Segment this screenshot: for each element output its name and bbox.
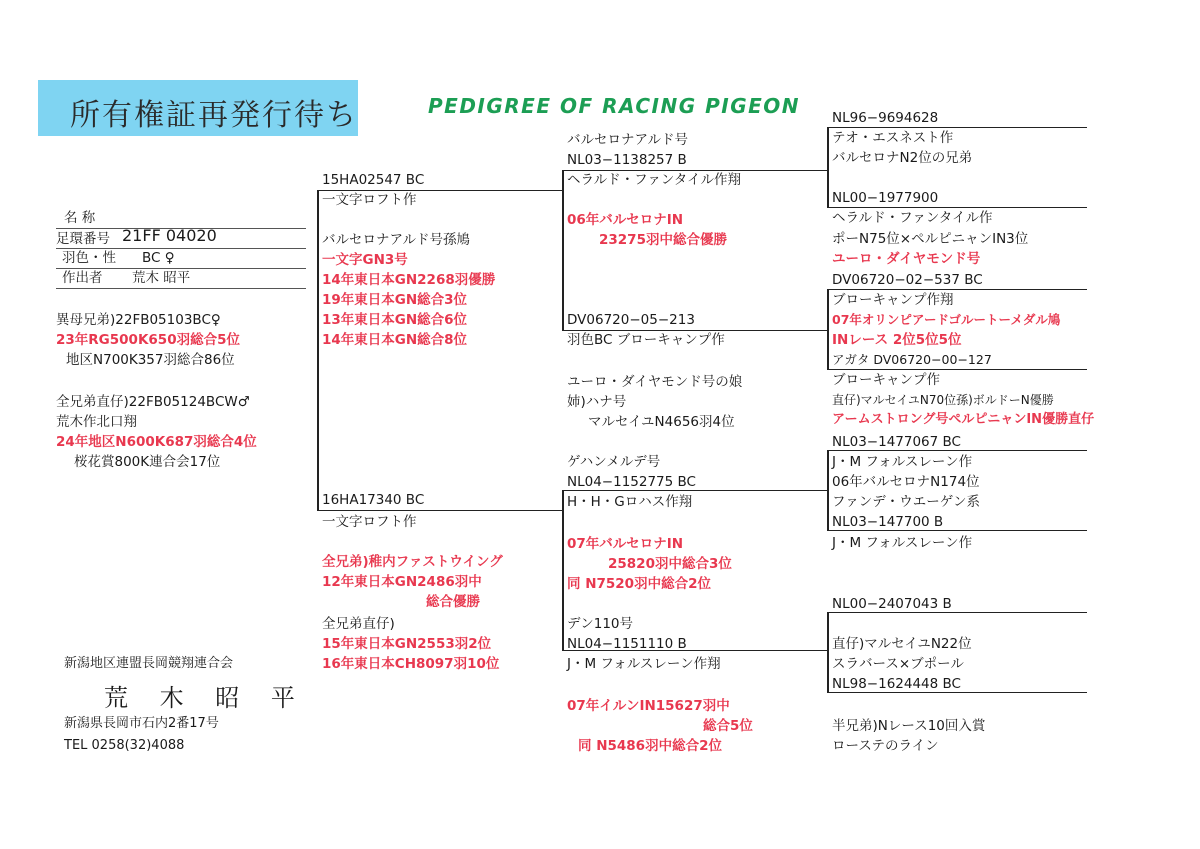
ds-ring: NL04−1152775 BC <box>567 474 696 490</box>
dd-ring: NL04−1151110 B <box>567 636 687 652</box>
ring-value: 21FF 04020 <box>122 226 217 245</box>
sticky-note <box>38 80 358 136</box>
full-sibling-3: 24年地区N600K687羽総合4位 <box>56 434 257 450</box>
color-value: BC ♀ <box>142 250 175 266</box>
dd-line-3: 07年イルンIN15627羽中 <box>567 698 730 714</box>
sd-ring: DV06720−05−213 <box>567 312 695 328</box>
dam-line-8: 16年東日本CH8097羽10位 <box>322 656 500 672</box>
sire-line-8: 14年東日本GN総合8位 <box>322 332 468 348</box>
ds-name: ゲハンメルデ号 <box>567 454 661 470</box>
sss-line-1: テオ・エスネスト作 <box>832 130 954 146</box>
ds-line-5: 同 N7520羽中総合2位 <box>567 576 711 592</box>
dsd-line-1: J・M フォルスレーン作 <box>832 535 973 551</box>
ss-line-1: ヘラルド・ファンタイル作翔 <box>567 172 742 188</box>
ddd-ring: NL98−1624448 BC <box>832 676 961 692</box>
full-sibling-1: 全兄弟直仔)22FB05124BCW♂ <box>56 394 250 410</box>
ssd-line-1: ヘラルド・ファンタイル作 <box>832 210 993 226</box>
dds-line-1: 直仔)マルセイユN22位 <box>832 636 972 652</box>
half-sibling-2: 23年RG500K650羽総合5位 <box>56 332 240 348</box>
dsd-ring: NL03−147700 B <box>832 514 944 530</box>
dd-line-4: 総合5位 <box>703 718 753 734</box>
sdd-ring: アガタ DV06720−00−127 <box>832 352 992 367</box>
ddd-line-2: ローステのライン <box>832 738 939 754</box>
sire-line-5: 14年東日本GN2268羽優勝 <box>322 272 496 288</box>
half-sibling-1: 異母兄弟)22FB05103BC♀ <box>56 312 221 328</box>
ss-ring: NL03−1138257 B <box>567 152 687 168</box>
owner-name: 荒 木 昭 平 <box>104 684 307 712</box>
sticky-note-text: 所有権証再発行待ち <box>70 98 358 133</box>
dam-line-7: 15年東日本GN2553羽2位 <box>322 636 492 652</box>
ss-line-3: 06年バルセロナIN <box>567 212 684 228</box>
ds-line-3: 07年バルセロナIN <box>567 536 684 552</box>
sds-name: ユーロ・ダイヤモンド号 <box>832 251 981 267</box>
sss-line-2: バルセロナN2位の兄弟 <box>832 150 973 166</box>
sd-line-5: マルセイユN4656羽4位 <box>588 414 735 430</box>
sd-line-4: 姉)ハナ号 <box>567 394 627 410</box>
sire-line-3: バルセロナアルド号孫鳩 <box>322 232 470 248</box>
sds-line-2: 07年オリンピアードゴルートーメダル鳩 <box>832 312 1061 327</box>
ds-line-1: H・H・Gロハス作翔 <box>567 494 693 510</box>
dam-line-5: 総合優勝 <box>426 594 480 610</box>
dss-ring: NL03−1477067 BC <box>832 434 961 450</box>
dd-line-5: 同 N5486羽中総合2位 <box>578 738 722 754</box>
dd-line-1: J・M フォルスレーン作翔 <box>567 656 721 672</box>
sdd-line-2: 直仔)マルセイユN70位孫)ボルドーN優勝 <box>832 393 1054 407</box>
ss-name: バルセロナアルド号 <box>567 132 688 148</box>
sd-line-3: ユーロ・ダイヤモンド号の娘 <box>567 374 743 390</box>
dss-line-2: 06年バルセロナN174位 <box>832 474 980 490</box>
sss-ring: NL96−9694628 <box>832 110 939 126</box>
ddd-line-1: 半兄弟)Nレース10回入賞 <box>832 718 986 734</box>
sdd-line-1: ブローキャンプ作 <box>832 372 940 388</box>
sds-line-1: ブローキャンプ作翔 <box>832 292 954 308</box>
full-sibling-4: 桜花賞800K連合会17位 <box>74 454 221 470</box>
full-sibling-2: 荒木作北口翔 <box>56 414 137 430</box>
sire-ring: 15HA02547 BC <box>322 172 425 188</box>
sd-line-1: 羽色BC ブローキャンプ作 <box>567 332 725 348</box>
owner-tel: TEL 0258(32)4088 <box>64 738 185 753</box>
dds-line-2: スラバース×ブポール <box>832 656 964 672</box>
owner-address: 新潟県長岡市石内2番17号 <box>64 716 219 731</box>
ssd-ring: NL00−1977900 <box>832 190 939 206</box>
sdd-line-3: アームストロング号ペルピニャンIN優勝直仔 <box>832 412 1095 427</box>
half-sibling-3: 地区N700K357羽総合86位 <box>66 352 235 368</box>
sds-line-3: INレース 2位5位5位 <box>832 332 962 348</box>
ssd-line-2: ポーN75位×ペルピニャンIN3位 <box>832 231 1029 247</box>
breeder-label: 作出者 <box>62 270 103 286</box>
dss-line-1: J・M フォルスレーン作 <box>832 454 973 470</box>
sire-line-1: 一文字ロフト作 <box>322 192 417 208</box>
page-title: PEDIGREE OF RACING PIGEON <box>428 94 801 118</box>
name-label: 名 称 <box>64 210 96 226</box>
dam-line-4: 12年東日本GN2486羽中 <box>322 574 482 590</box>
dam-ring: 16HA17340 BC <box>322 492 425 508</box>
ss-line-4: 23275羽中総合優勝 <box>599 232 727 248</box>
dam-line-3: 全兄弟)稚内ファストウイング <box>322 554 503 570</box>
color-label: 羽色・性 <box>62 250 116 266</box>
breeder-value: 荒木 昭平 <box>132 270 191 286</box>
dss-line-3: ファンデ・ウエーゲン系 <box>832 494 980 510</box>
sire-line-6: 19年東日本GN総合3位 <box>322 292 468 308</box>
sds-ring: DV06720−02−537 BC <box>832 272 983 288</box>
dam-line-1: 一文字ロフト作 <box>322 514 417 530</box>
ring-label: 足環番号 <box>56 231 110 247</box>
dam-line-6: 全兄弟直仔) <box>322 616 395 632</box>
owner-assoc: 新潟地区連盟長岡競翔連合会 <box>64 656 234 671</box>
sire-line-7: 13年東日本GN総合6位 <box>322 312 468 328</box>
ds-line-4: 25820羽中総合3位 <box>608 556 732 572</box>
dd-name: デン110号 <box>567 616 633 632</box>
sire-line-4: 一文字GN3号 <box>322 252 408 268</box>
dds-ring: NL00−2407043 B <box>832 596 952 612</box>
